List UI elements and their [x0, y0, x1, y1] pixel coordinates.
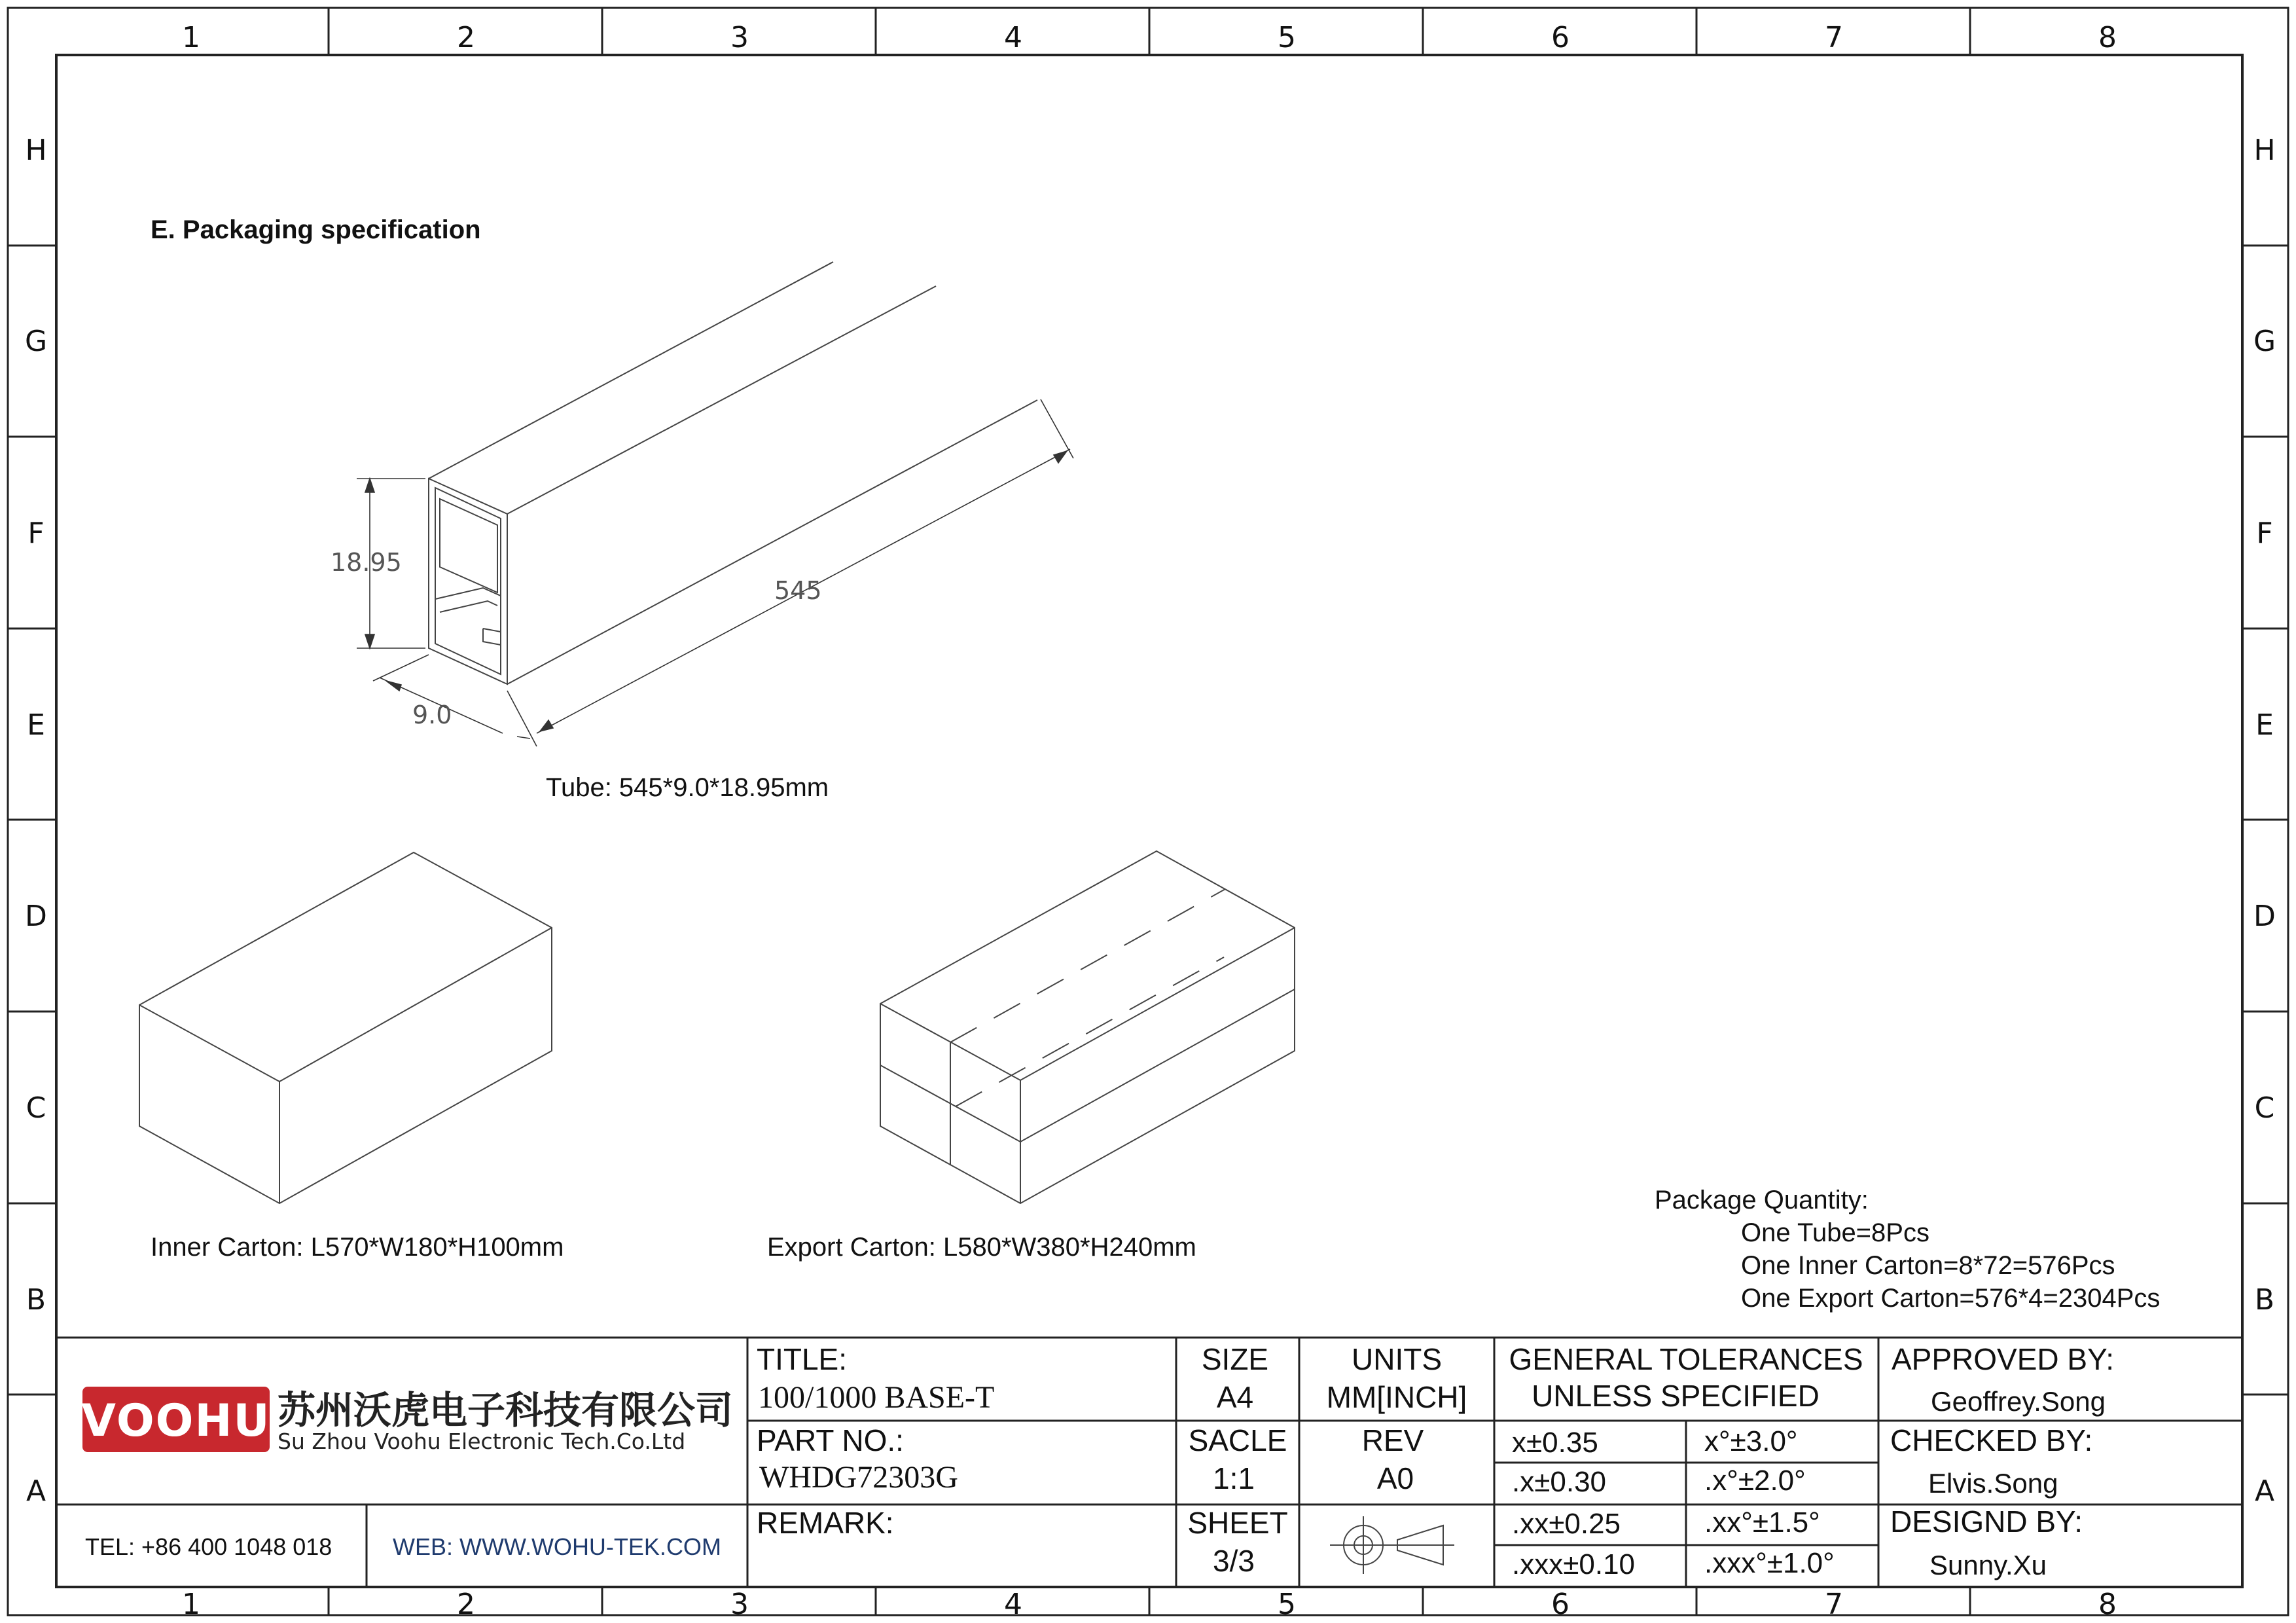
column-label-top: 4: [1004, 21, 1022, 54]
approved-value: Geoffrey.Song: [1931, 1386, 2106, 1417]
tube-dim-width: 9.0: [412, 701, 452, 729]
designed-label: DESIGND BY:: [1890, 1504, 2083, 1539]
tube-drawing: [429, 262, 1037, 684]
tolerances-subheading: UNLESS SPECIFIED: [1532, 1379, 1820, 1413]
designed-value: Sunny.Xu: [1929, 1550, 2047, 1580]
company-name-en: Su Zhou Voohu Electronic Tech.Co.Ltd: [278, 1429, 686, 1454]
row-label-right: B: [2254, 1283, 2275, 1317]
remark-label: REMARK:: [757, 1506, 894, 1540]
row-label-left: H: [25, 134, 47, 167]
tolerance-linear: .x±0.30: [1512, 1466, 1607, 1498]
sheet-label: SHEET: [1187, 1506, 1288, 1540]
tolerance-linear: x±0.35: [1512, 1427, 1598, 1459]
row-label-right: F: [2256, 517, 2273, 550]
units-value: MM[INCH]: [1326, 1380, 1467, 1414]
tube-dim-height: 18.95: [331, 548, 402, 577]
tolerance-angular: .x°±2.0°: [1704, 1465, 1806, 1497]
column-label-bottom: 3: [730, 1588, 749, 1621]
scale-label: SACLE: [1188, 1423, 1287, 1457]
export-carton-caption: Export Carton: L580*W380*H240mm: [767, 1233, 1196, 1262]
scale-value: 1:1: [1213, 1461, 1255, 1495]
approved-label: APPROVED BY:: [1892, 1342, 2115, 1376]
column-label-top: 5: [1278, 21, 1296, 54]
checked-value: Elvis.Song: [1928, 1468, 2058, 1499]
column-label-bottom: 1: [182, 1588, 200, 1621]
sheet-value: 3/3: [1213, 1544, 1255, 1578]
tolerances-heading: GENERAL TOLERANCES: [1509, 1342, 1863, 1376]
tolerance-angular: .xx°±1.5°: [1704, 1506, 1820, 1539]
size-label: SIZE: [1201, 1342, 1269, 1376]
column-label-top: 7: [1825, 21, 1843, 54]
title-value: 100/1000 BASE-T: [758, 1380, 995, 1415]
row-label-right: H: [2253, 134, 2276, 167]
part-label: PART NO.:: [757, 1423, 904, 1457]
export-carton-drawing: [880, 851, 1295, 1203]
inner-carton-caption: Inner Carton: L570*W180*H100mm: [151, 1233, 564, 1262]
export-carton-tape-dashes: [950, 889, 1225, 1106]
inner-carton-drawing: [139, 852, 552, 1203]
column-label-top: 1: [182, 21, 200, 54]
tolerance-angular: .xxx°±1.0°: [1704, 1547, 1835, 1579]
row-label-right: D: [2253, 900, 2276, 933]
row-label-left: G: [24, 325, 48, 358]
row-label-right: G: [2253, 325, 2276, 358]
package-quantity-line: One Export Carton=576*4=2304Pcs: [1741, 1284, 2161, 1313]
column-label-bottom: 6: [1551, 1588, 1570, 1621]
package-quantity-line: One Inner Carton=8*72=576Pcs: [1741, 1251, 2115, 1280]
rev-value: A0: [1376, 1461, 1414, 1495]
package-quantity-heading: Package Quantity:: [1655, 1186, 1869, 1214]
row-label-left: F: [27, 517, 45, 550]
row-label-left: C: [26, 1091, 46, 1125]
column-label-bottom: 2: [457, 1588, 475, 1621]
tube-caption: Tube: 545*9.0*18.95mm: [546, 773, 829, 802]
rev-label: REV: [1361, 1423, 1424, 1457]
package-quantity-line: One Tube=8Pcs: [1741, 1218, 1929, 1247]
section-title: E. Packaging specification: [151, 215, 481, 244]
row-label-left: D: [25, 900, 47, 933]
row-label-left: A: [26, 1474, 46, 1508]
checked-label: CHECKED BY:: [1890, 1423, 2093, 1457]
column-label-bottom: 5: [1278, 1588, 1296, 1621]
web-text: WEB: WWW.WOHU-TEK.COM: [393, 1533, 721, 1560]
column-label-top: 8: [2098, 21, 2117, 54]
tolerance-linear: .xx±0.25: [1512, 1508, 1621, 1540]
row-label-left: B: [26, 1283, 46, 1317]
row-label-right: E: [2255, 708, 2274, 742]
column-label-bottom: 7: [1825, 1588, 1843, 1621]
tube-dim-length: 545: [774, 576, 822, 605]
row-label-right: A: [2254, 1474, 2275, 1508]
part-value: WHDG72303G: [759, 1460, 958, 1495]
column-label-bottom: 8: [2098, 1588, 2117, 1621]
company-name-cn: 苏州沃虎电子科技有限公司: [278, 1388, 734, 1432]
title-label: TITLE:: [757, 1342, 848, 1376]
voohu-logo-text: VOOHU: [81, 1395, 271, 1447]
tolerance-angular: x°±3.0°: [1704, 1425, 1798, 1457]
units-label: UNITS: [1352, 1342, 1442, 1376]
column-label-bottom: 4: [1004, 1588, 1022, 1621]
row-label-right: C: [2254, 1091, 2275, 1125]
column-label-top: 3: [730, 21, 749, 54]
size-value: A4: [1216, 1380, 1254, 1414]
tolerance-linear: .xxx±0.10: [1512, 1548, 1636, 1580]
tel-text: TEL: +86 400 1048 018: [85, 1533, 332, 1560]
column-label-top: 2: [457, 21, 475, 54]
projection-symbol-icon: [1330, 1516, 1454, 1574]
row-label-left: E: [27, 708, 45, 742]
column-label-top: 6: [1551, 21, 1570, 54]
